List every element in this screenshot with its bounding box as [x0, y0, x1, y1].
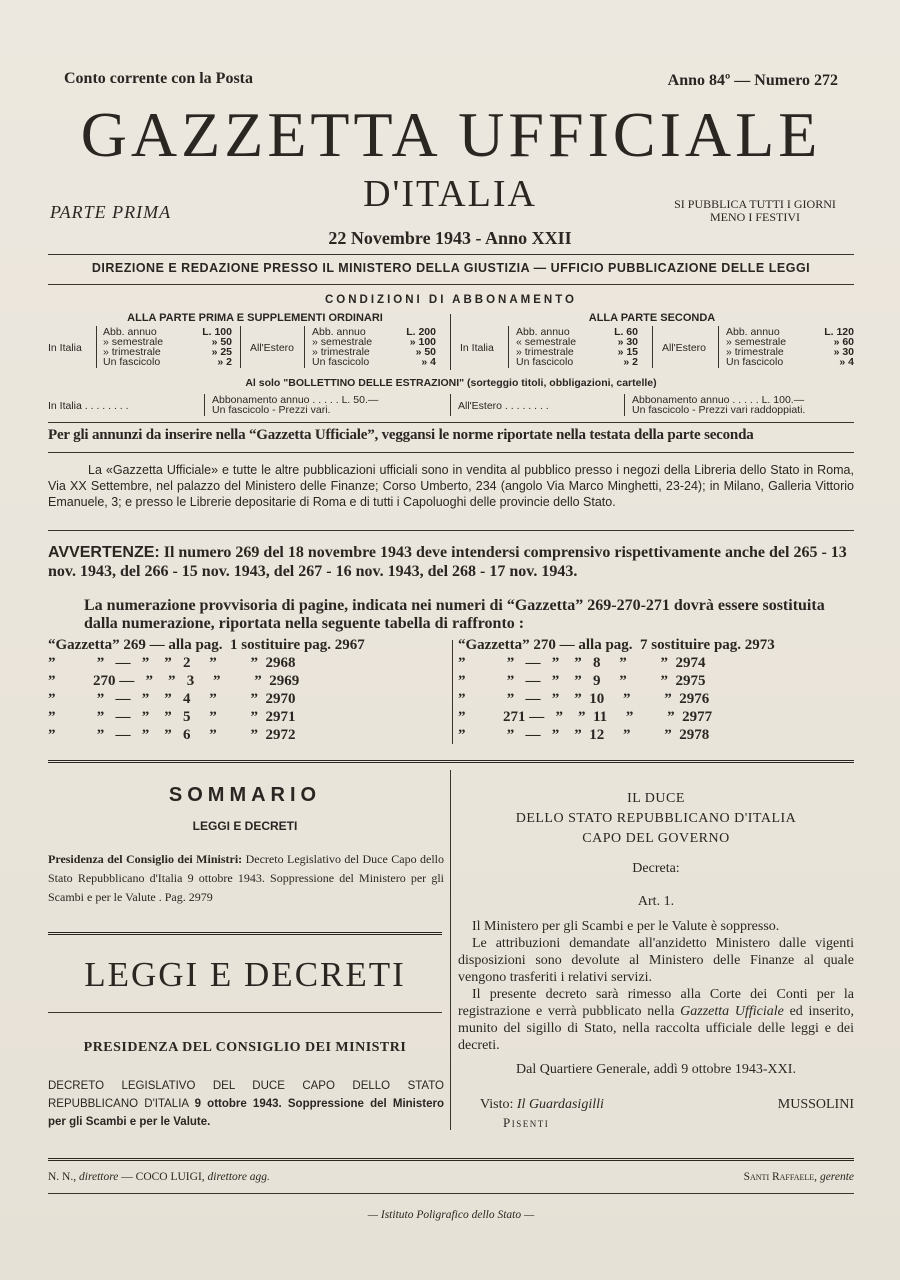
decreto-rest: 9 ottobre 1943. Soppressione del Ministero per gli Scambi e per le Valute.: [48, 1098, 444, 1128]
region-label: In Italia: [48, 342, 82, 354]
footer-editors: [48, 1171, 270, 1183]
duce-line-2: DELLO STATO REPUBBLICANO D'ITALIA: [515, 811, 797, 826]
decreto-caps: DECRETO LEGISLATIVO DEL DUCE CAPO DELLO STATO REPUBBLICANO D'ITALIA: [48, 1080, 444, 1110]
raffronto-row: “Gazzetta” 270 — alla pag. 7 sostituire pag. 2973: [458, 637, 775, 653]
raffronto-row: ” ” — ” ” 10 ” ” 2976: [458, 691, 710, 707]
brace: [624, 394, 625, 416]
mussolini-signature: MUSSOLINI: [777, 1097, 854, 1112]
rate-price: » 30: [617, 336, 638, 348]
divider: [652, 326, 653, 368]
bollettino-italia: In Italia . . . . . . . .: [48, 400, 129, 412]
rate-label: Abb. annuo: [516, 326, 570, 338]
part-label: PARTE PRIMA: [50, 202, 172, 222]
rate-labels: [103, 327, 163, 367]
article-body: [458, 918, 854, 1054]
rate-label: Un fascicolo: [312, 356, 370, 368]
raffronto-row: ” 270 — ” ” 3 ” ” 2969: [48, 673, 300, 689]
footer-direttore: direttore: [79, 1171, 119, 1183]
duce-line-1: IL DUCE: [627, 791, 685, 806]
region-label: In Italia: [460, 342, 494, 354]
article-text-italic: Gazzetta Ufficiale: [680, 1004, 784, 1019]
rate-price: L. 100: [202, 326, 232, 338]
rate-label: Abbonamento annuo . . . . . L. 50.—: [212, 394, 379, 406]
rate-price: » 2: [623, 356, 638, 368]
rate-label: Un fascicolo: [103, 356, 161, 368]
rate-price: » 100: [409, 336, 436, 348]
rate-label: » trimestrale: [103, 346, 161, 358]
column-divider: [450, 770, 451, 1130]
raffronto-row: ” ” — ” ” 5 ” ” 2971: [48, 709, 296, 725]
footer-nn: N. N.,: [48, 1171, 77, 1183]
rate-label: » semestrale: [103, 336, 164, 348]
rate-prices: [190, 327, 232, 367]
rate-label: Un fascicolo - Prezzi vari.: [212, 404, 331, 416]
rate-label: » semestrale: [726, 336, 787, 348]
rate-label: « semestrale: [516, 336, 577, 348]
article-paragraph: Le attribuzioni demandate all'anzidetto Ministero dalle vigenti disposizioni sono devolute al Ministero delle Finanze al quale vengono trasferiti i relativi servizi.: [458, 936, 854, 985]
rate-price: L. 200: [406, 326, 436, 338]
brace: [304, 326, 305, 368]
raffronto-row: ” ” — ” ” 2 ” ” 2968: [48, 655, 296, 671]
rate-price: » 25: [211, 346, 232, 358]
avvertenze-block: [48, 543, 854, 581]
rate-label: » trimestrale: [312, 346, 370, 358]
avvertenze-text: Il numero 269 del 18 novembre 1943 deve intendersi comprensivo rispettivamente anche del 265 - 13 nov. 1943, del 266 - 15 nov. 1943, del 267 - 16 nov. 1943, del 268 - 17 nov. 1943.: [48, 544, 847, 580]
brace: [96, 326, 97, 368]
raffronto-row: ” ” — ” ” 4 ” ” 2970: [48, 691, 296, 707]
footer-santi: Santi Raffaele,: [743, 1171, 818, 1183]
newspaper-title: GAZZETTA UFFICIALE: [80, 99, 822, 170]
rate-prices: [390, 327, 436, 367]
postal-note: Conto corrente con la Posta: [64, 70, 253, 87]
divider: [48, 254, 854, 255]
rate-label: Un fascicolo: [726, 356, 784, 368]
presidenza-heading: PRESIDENZA DEL CONSIGLIO DEI MINISTRI: [83, 1040, 407, 1055]
article-label: Art. 1.: [637, 894, 675, 909]
subscription-left-heading: ALLA PARTE PRIMA E SUPPLEMENTI ORDINARI: [127, 312, 383, 324]
divider: [48, 1193, 854, 1194]
rate-price: » 4: [421, 356, 436, 368]
raffronto-row: ” ” — ” ” 8 ” ” 2974: [458, 655, 706, 671]
rate-price: » 15: [617, 346, 638, 358]
rate-price: » 50: [211, 336, 232, 348]
issue-date: 22 Novembre 1943 - Anno XXII: [328, 228, 572, 248]
sommario-text: Decreto Legislativo del Duce Capo dello Stato Repubblicano d'Italia 9 ottobre 1943. Soppressione del Ministero per gli Scambi e per le Valute . Pag. 2979: [48, 852, 445, 904]
divider: [48, 1012, 442, 1013]
subscription-right-heading: ALLA PARTE SECONDA: [588, 312, 716, 324]
sommario-entry: [48, 850, 444, 907]
bollettino-estero: All'Estero . . . . . . . .: [458, 400, 549, 412]
bollettino-italia-rates: [212, 395, 378, 415]
frequency-note: [650, 198, 860, 224]
subscription-heading: CONDIZIONI DI ABBONAMENTO: [325, 294, 577, 306]
article-paragraph: [458, 986, 854, 1054]
rate-price: » 2: [217, 356, 232, 368]
divider: [240, 326, 241, 368]
rate-label: » semestrale: [312, 336, 373, 348]
divider: [48, 452, 854, 453]
raffronto-row: ” 271 — ” ” 11 ” ” 2977: [458, 709, 713, 725]
bollettino-estero-rates: [632, 395, 805, 415]
pisenti-signature: Pisenti: [503, 1115, 550, 1130]
sommario-subtitle: LEGGI E DECRETI: [192, 819, 298, 833]
frequency-line-2: MENO I FESTIVI: [710, 210, 800, 224]
brace: [204, 394, 205, 416]
frequency-line-1: SI PUBBLICA TUTTI I GIORNI: [674, 197, 836, 211]
raffronto-row: ” ” — ” ” 12 ” ” 2978: [458, 727, 710, 743]
divider: [48, 760, 854, 763]
rate-labels: [312, 327, 372, 367]
visto-label: Visto:: [480, 1097, 514, 1112]
rate-label: Abb. annuo: [726, 326, 780, 338]
rate-prices: [596, 327, 638, 367]
article-text: Il presente decreto sarà rimesso alla Corte dei Conti per la registrazione e verrà pubblicato nella: [458, 987, 854, 1019]
duce-line-3: CAPO DEL GOVERNO: [582, 831, 730, 846]
raffronto-row: ” ” — ” ” 9 ” ” 2975: [458, 673, 706, 689]
rate-label: » trimestrale: [726, 346, 784, 358]
footer-coco: — COCO LUIGI,: [121, 1171, 205, 1183]
brace: [718, 326, 719, 368]
decreta-label: Decreta:: [632, 861, 680, 876]
newspaper-subtitle: D'ITALIA: [363, 173, 537, 215]
rate-label: Un fascicolo: [516, 356, 574, 368]
bollettino-heading: Al solo "BOLLETTINO DELLE ESTRAZIONI" (sorteggio titoli, obbligazioni, cartelle): [245, 377, 657, 389]
rate-labels: [726, 327, 786, 367]
footer-direttore-agg: direttore agg.: [207, 1171, 270, 1183]
vendita-paragraph: La «Gazzetta Ufficiale» e tutte le altre pubblicazioni ufficiali sono in vendita al pubblico presso i negozi della Libreria dello Stato in Roma, Via XX Settembre, nel palazzo del Ministero delle Finanze; Corso Umberto, 234 (angolo Via Marco Minghetti, 23-24); in Milano, Galleria Vittorio Emanuele, 3; e presso le Librerie depositarie di Roma e di tutti i Capoluoghi delle provincie dello Stato.: [48, 463, 854, 509]
rate-label: Un fascicolo - Prezzi vari raddoppiati.: [632, 404, 806, 416]
sommario-title: SOMMARIO: [168, 784, 322, 806]
brace: [508, 326, 509, 368]
article-paragraph: Il Ministero per gli Scambi e per le Valute è soppresso.: [472, 919, 780, 934]
numerazione-note: La numerazione provvisoria di pagine, indicata nei numeri di “Gazzetta” 269-270-271 dovrà essere sostituita dalla numerazione, riportata nella seguente tabella di raffronto :: [84, 597, 825, 632]
divider: [48, 422, 854, 423]
rate-price: » 50: [415, 346, 436, 358]
dateline: Dal Quartiere Generale, addì 9 ottobre 1943-XXI.: [516, 1062, 796, 1077]
divider: [450, 314, 451, 370]
direction-line: DIREZIONE E REDAZIONE PRESSO IL MINISTERO DELLA GIUSTIZIA — UFFICIO PUBBLICAZIONE DELLE LEGGI: [91, 261, 811, 275]
raffronto-row: “Gazzetta” 269 — alla pag. 1 sostituire pag. 2967: [48, 637, 365, 653]
region-label: All'Estero: [250, 342, 295, 354]
rate-label: Abb. annuo: [312, 326, 366, 338]
raffronto-row: ” ” — ” ” 6 ” ” 2972: [48, 727, 296, 743]
duce-heading: [458, 789, 854, 849]
section-title: LEGGI E DECRETI: [84, 955, 406, 994]
visto-line: [480, 1097, 604, 1113]
rate-price: » 60: [833, 336, 854, 348]
rate-price: » 4: [839, 356, 854, 368]
rate-labels: [516, 327, 576, 367]
rate-label: » trimestrale: [516, 346, 574, 358]
region-label: All'Estero: [662, 342, 707, 354]
divider: [48, 284, 854, 285]
article-text: ed inserito, munito del sigillo di Stato, nella raccolta ufficiale delle leggi e dei decreti.: [458, 1004, 854, 1053]
rate-label: Abb. annuo: [103, 326, 157, 338]
guardasigilli-label: Il Guardasigilli: [516, 1097, 604, 1112]
divider: [450, 394, 451, 416]
rate-price: L. 60: [614, 326, 638, 338]
rate-prices: [808, 327, 854, 367]
avvertenze-label: AVVERTENZE:: [48, 544, 160, 561]
footer-gerente-label: gerente: [819, 1171, 854, 1183]
issue-number: Anno 84º — Numero 272: [667, 72, 838, 89]
rate-price: » 30: [833, 346, 854, 358]
rate-label: Abbonamento annuo . . . . . L. 100.—: [632, 394, 805, 406]
footer-gerente: [744, 1171, 854, 1183]
printer-line: — Istituto Poligrafico dello Stato —: [367, 1209, 535, 1221]
divider: [48, 932, 442, 935]
divider: [48, 530, 854, 531]
divider: [452, 640, 453, 744]
sommario-lead: Presidenza del Consiglio dei Ministri:: [48, 852, 243, 866]
divider: [48, 1158, 854, 1161]
rate-price: L. 120: [824, 326, 854, 338]
annunci-note: Per gli annunzi da inserire nella “Gazzetta Ufficiale”, veggansi le norme riportate nella testata della parte seconda: [48, 427, 754, 443]
decreto-heading: [48, 1077, 444, 1131]
